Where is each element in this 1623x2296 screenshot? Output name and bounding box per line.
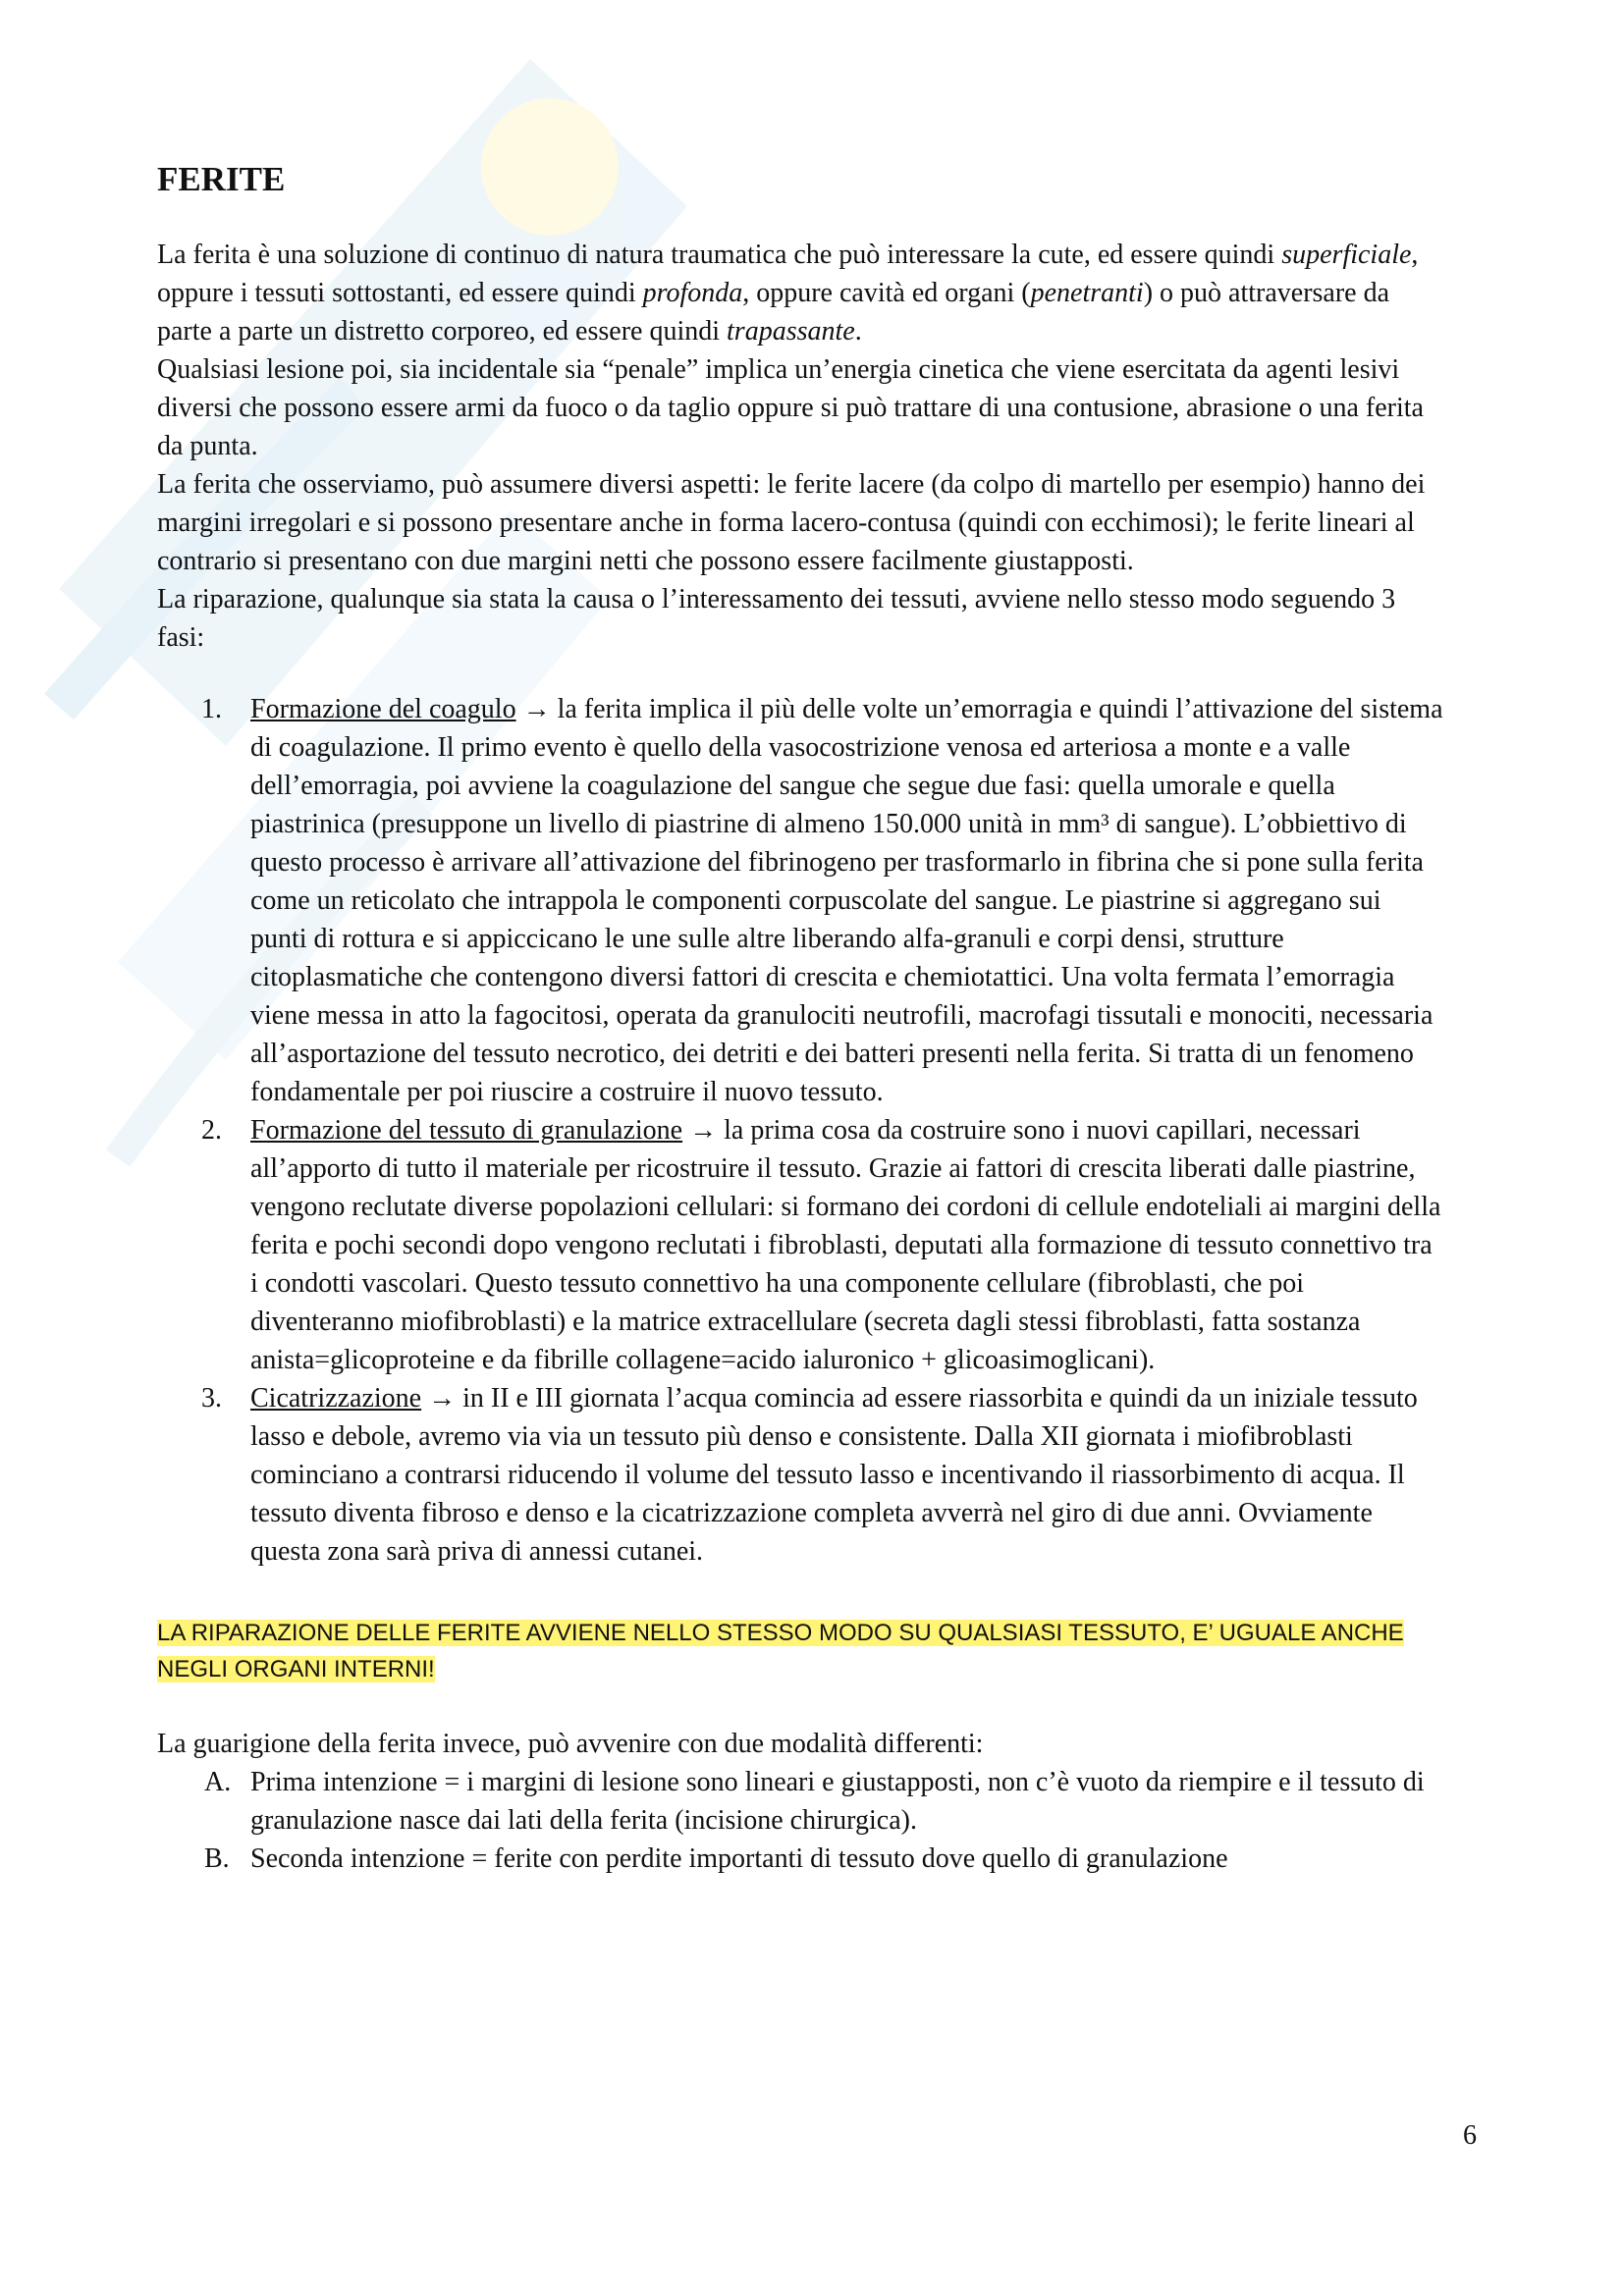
- term-profonda: profonda: [642, 278, 743, 308]
- healing-intro: La guarigione della ferita invece, può avvenire con due modalità differenti:: [157, 1729, 984, 1759]
- term-penetranti: penetranti: [1030, 278, 1144, 308]
- arrow-icon: →: [682, 1115, 725, 1146]
- intro-paragraph-definition: La ferita è una soluzione di continuo di natura traumatica che può interessare la cute, ed essere quindi superficiale, oppure i tessuti sottostanti, ed essere quindi profonda, oppure cavità ed organi (penetranti) o può attraversare da parte a parte un distretto corporeo, ed essere quindi trapassante.: [157, 240, 1419, 347]
- phase-number: 3.: [201, 1383, 222, 1414]
- term-superficiale: superficiale: [1281, 240, 1412, 270]
- phase-body: in II e III giornata l’acqua comincia ad essere riassorbita e quindi da un iniziale tessuto lasso e debole, avremo via via un tessuto più denso e consistente. Dalla XII giornata i miofibroblasti cominciano a contrarsi riducendo il volume del tessuto lasso e incentivando il riassorbimento di acqua. Il tessuto diventa fibroso e denso e la cicatrizzazione completa avverrà nel giro di due anni. Ovviamente questa zona sarà priva di annessi cutanei.: [250, 1383, 1418, 1567]
- healing-item-seconda: [157, 1840, 1443, 1878]
- healing-letter: B.: [204, 1843, 230, 1874]
- phase-heading: Formazione del tessuto di granulazione: [250, 1115, 683, 1146]
- intro-paragraph-repair: La riparazione, qualunque sia stata la causa o l’interessamento dei tessuti, avviene nello stesso modo seguendo 3 fasi:: [157, 584, 1396, 653]
- page-number: 6: [1463, 2120, 1477, 2151]
- arrow-icon: →: [421, 1383, 463, 1414]
- phase-item-cicatrizzazione: [157, 1379, 1443, 1571]
- arrow-icon: →: [515, 694, 558, 724]
- phase-number: 1.: [201, 694, 222, 724]
- intro-paragraph-lesions: Qualsiasi lesione poi, sia incidentale sia “penale” implica un’energia cinetica che viene esercitata da agenti lesivi diversi che possono essere armi da fuoco o da taglio oppure si può trattare di una contusione, abrasione o una ferita da punta.: [157, 354, 1424, 461]
- healing-item-prima: [157, 1763, 1443, 1840]
- intro-paragraph-aspects: La ferita che osserviamo, può assumere diversi aspetti: le ferite lacere (da colpo di martello per esempio) hanno dei margini irregolari e si possono presentare anche in forma lacero-contusa (quindi con ecchimosi); le ferite lineari al contrario si presentano con due margini netti che possono essere facilmente giustapposti.: [157, 469, 1426, 576]
- healing-modes-list: [157, 1763, 1443, 1878]
- phase-item-coagulo: [157, 690, 1443, 1111]
- phase-heading: Formazione del coagulo: [250, 694, 516, 724]
- term-trapassante: trapassante: [727, 316, 855, 347]
- phase-heading: Cicatrizzazione: [250, 1383, 422, 1414]
- phase-number: 2.: [201, 1115, 222, 1146]
- phase-body: la ferita implica il più delle volte un’emorragia e quindi l’attivazione del sistema di coagulazione. Il primo evento è quello della vasocostrizione venosa ed arteriosa a monte e a valle dell’emorragia, poi avviene la coagulazione del sangue che segue due fasi: quella umorale e quella piastrinica (presuppone un livello di piastrine di almeno 150.000 unità in mm³ di sangue). L’obbiettivo di questo processo è arrivare all’attivazione del fibrinogeno per trasformarlo in fibrina che si pone sulla ferita come un reticolato che intrappola le componenti corpuscolate del sangue. Le piastrine si aggregano sui punti di rottura e si appiccicano le une sulle altre liberando alfa-granuli e corpi densi, strutture citoplasmatiche che contengono diversi fattori di crescita e chemiotattici. Una volta fermata l’emorragia viene messa in atto la fagocitosi, operata da granulociti neutrofili, macrofagi tissutali e monociti, necessaria all’asportazione del tessuto necrotico, dei detriti e dei batteri presenti nella ferita. Si tratta di un fenomeno fondamentale per poi riuscire a costruire il nuovo tessuto.: [250, 694, 1443, 1107]
- healing-text: Seconda intenzione = ferite con perdite importanti di tessuto dove quello di granulazione: [250, 1843, 1228, 1874]
- page-content: [157, 147, 1443, 1878]
- page-title: FERITE: [157, 160, 286, 198]
- healing-letter: A.: [204, 1767, 232, 1797]
- healing-text: Prima intenzione = i margini di lesione sono lineari e giustapposti, non c’è vuoto da riempire e il tessuto di granulazione nasce dai lati della ferita (incisione chirurgica).: [250, 1767, 1425, 1836]
- phase-item-granulazione: [157, 1111, 1443, 1379]
- repair-phases-list: [157, 690, 1443, 1571]
- phase-body: la prima cosa da costruire sono i nuovi capillari, necessari all’apporto di tutto il materiale per ricostruire il tessuto. Grazie ai fattori di crescita liberati dalle piastrine, vengono reclutate diverse popolazioni cellulari: si formano dei cordoni di cellule endoteliali ai margini della ferita e pochi secondi dopo vengono reclutati i fibroblasti, deputati alla formazione di tessuto connettivo tra i condotti vascolari. Questo tessuto connettivo ha una componente cellulare (fibroblasti, che poi diventeranno miofibroblasti) e la matrice extracellulare (secreta dagli stessi fibroblasti, fatta sostanza anista=glicoproteine e da fibrille collagene=acido ialuronico + glicoasimoglicani).: [250, 1115, 1441, 1375]
- highlight-note: LA RIPARAZIONE DELLE FERITE AVVIENE NELLO STESSO MODO SU QUALSIASI TESSUTO, E’ UGUALE ANCHE NEGLI ORGANI INTERNI!: [157, 1620, 1404, 1682]
